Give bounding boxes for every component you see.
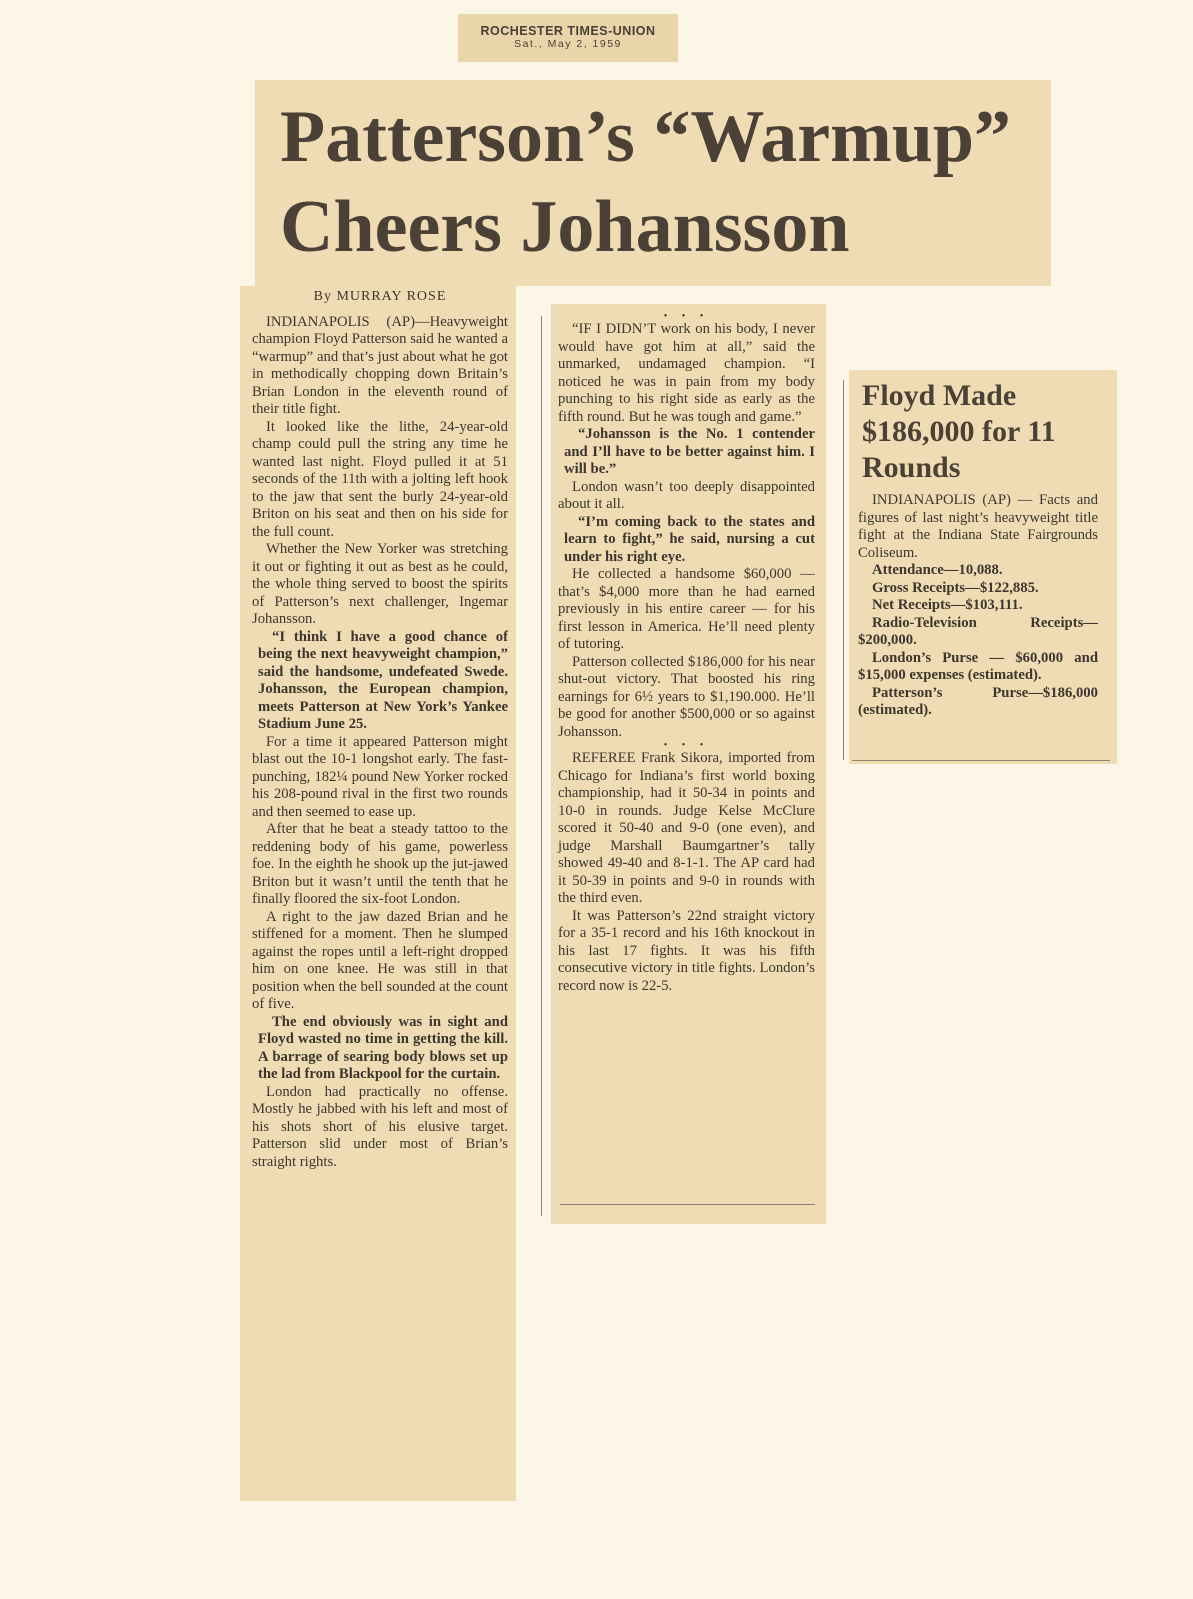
column-rule: [541, 316, 542, 1216]
masthead: [458, 14, 678, 62]
sidebar-item: London’s Purse — $60,000 and $15,000 expenses (estimated).: [858, 649, 1098, 683]
paragraph-bold: “Johansson is the No. 1 contender and I’ll have to be better against him. I will be.”: [564, 426, 815, 477]
paragraph: REFEREE Frank Sikora, imported from Chicago for Indiana’s first world boxing championship, had it 50-34 in points and 10-0 in rounds. Judge Kelse McClure scored it 50-40 and 9-0 (one even), and judge Marshall Baumgartner’s tally showed 49-40 and 8-1-1. The AP card had it 50-39 in points and 9-0 in rounds with the third even.: [558, 750, 815, 906]
sidebar-item: Radio-Television Receipts—$200,000.: [858, 614, 1098, 648]
headline-line2: Cheers Johansson: [280, 186, 850, 268]
sidebar-box: [858, 378, 1098, 720]
paragraph-bold: The end obviously was in sight and Floyd wasted no time in getting the kill. A barrage of searing body blows set up the lad from Blackpool for the curtain.: [258, 1013, 508, 1082]
paragraph-bold: “I think I have a good chance of being the next heavyweight champion,” said the handsome, undefeated Swede. Johansson, the European champion, meets Patterson at New York’s Yankee Stadium June 25.: [258, 628, 508, 732]
paragraph: London had practically no offense. Mostly he jabbed with his left and most of his shots short of his elusive target. Patterson slid under most of Brian’s straight rights.: [252, 1083, 508, 1170]
paragraph: He collected a handsome $60,000 — that’s $4,000 more than he had earned previously in his entire career — for his first lesson in America. He’ll need plenty of tutoring.: [558, 566, 815, 652]
sidebar-title: Floyd Made $186,000 for 11 Rounds: [862, 379, 1056, 484]
sidebar-item: INDIANAPOLIS (AP) — Facts and figures of last night’s heavyweight title fight at the Indiana State Fairgrounds Coliseum.: [858, 492, 1098, 561]
sidebar-item: Attendance—10,088.: [872, 562, 1003, 578]
sidebar-item: Net Receipts—$103,111.: [872, 597, 1023, 613]
paragraph: After that he beat a steady tattoo to the reddening body of his game, powerless foe. In the eighth he shook up the jut-jawed Briton but it wasn’t until the tenth that he finally floored the six-foot London.: [252, 821, 508, 907]
article-column-2: [558, 312, 815, 995]
headline-line1: Patterson’s “Warmup”: [280, 96, 1012, 178]
paragraph: For a time it appeared Patterson might blast out the 10-1 longshot early. The fast-punching, 182¼ pound New Yorker rocked his 208-pound rival in the first two rounds and then seemed to ease up.: [252, 733, 508, 820]
paragraph: INDIANAPOLIS (AP)—Heavyweight champion Floyd Patterson said he wanted a “warmup” and that’s just about what he got in methodically chopping down Britain’s Brian London in the eleventh round of their title fight.: [252, 313, 508, 417]
newspaper-name: ROCHESTER TIMES-UNION: [480, 24, 656, 38]
headline: [280, 92, 1050, 272]
paragraph-bold: “I’m coming back to the states and learn to fight,” he said, nursing a cut under his right eye.: [564, 513, 815, 565]
article-column-1: [252, 288, 508, 1171]
paragraph: Whether the New Yorker was stretching it out or fighting it out as best as he could, the whole thing served to boost the spirits of Patterson’s next challenger, Ingemar Johansson.: [252, 541, 508, 627]
publication-date: Sat., May 2, 1959: [514, 38, 622, 50]
column2-end-rule: [560, 1204, 815, 1205]
paragraph: It was Patterson’s 22nd straight victory for a 35-1 record and his 16th knockout in his last 17 fights. It was his fifth consecutive victory in title fights. London’s record now is 22-5.: [558, 907, 815, 994]
column-rule: [843, 380, 844, 760]
paragraph: “IF I DIDN’T work on his body, I never would have got him at all,” said the unmarked, undamaged champion. “I noticed he was in pain from my body punching to his right side as early as the fifth round. But he was tough and game.”: [558, 321, 815, 425]
section-separator: • • •: [663, 740, 710, 751]
paragraph: Patterson collected $186,000 for his near shut-out victory. That boosted his ring earnings for 6½ years to $1,190.000. He’ll be good for another $500,000 or so against Johansson.: [558, 653, 815, 740]
paragraph: London wasn’t too deeply disappointed about it all.: [558, 478, 815, 512]
sidebar-item: Patterson’s Purse—$186,000 (estimated).: [858, 684, 1098, 718]
section-separator: • • •: [663, 311, 710, 322]
paragraph: A right to the jaw dazed Brian and he stiffened for a moment. Then he slumped against the ropes until a left-right dropped him on one knee. He was still in that position when the bell sounded at the count of five.: [252, 908, 508, 1012]
sidebar-item: Gross Receipts—$122,885.: [872, 579, 1039, 596]
paragraph: It looked like the lithe, 24-year-old champ could pull the string any time he wanted last night. Floyd pulled it at 51 seconds of the 11th with a jolting left hook to the jaw that sent the burly 24-year-old Briton on his seat and then on his side for the full count.: [252, 418, 508, 540]
byline: By MURRAY ROSE: [313, 289, 447, 304]
sidebar-end-rule: [852, 760, 1110, 761]
